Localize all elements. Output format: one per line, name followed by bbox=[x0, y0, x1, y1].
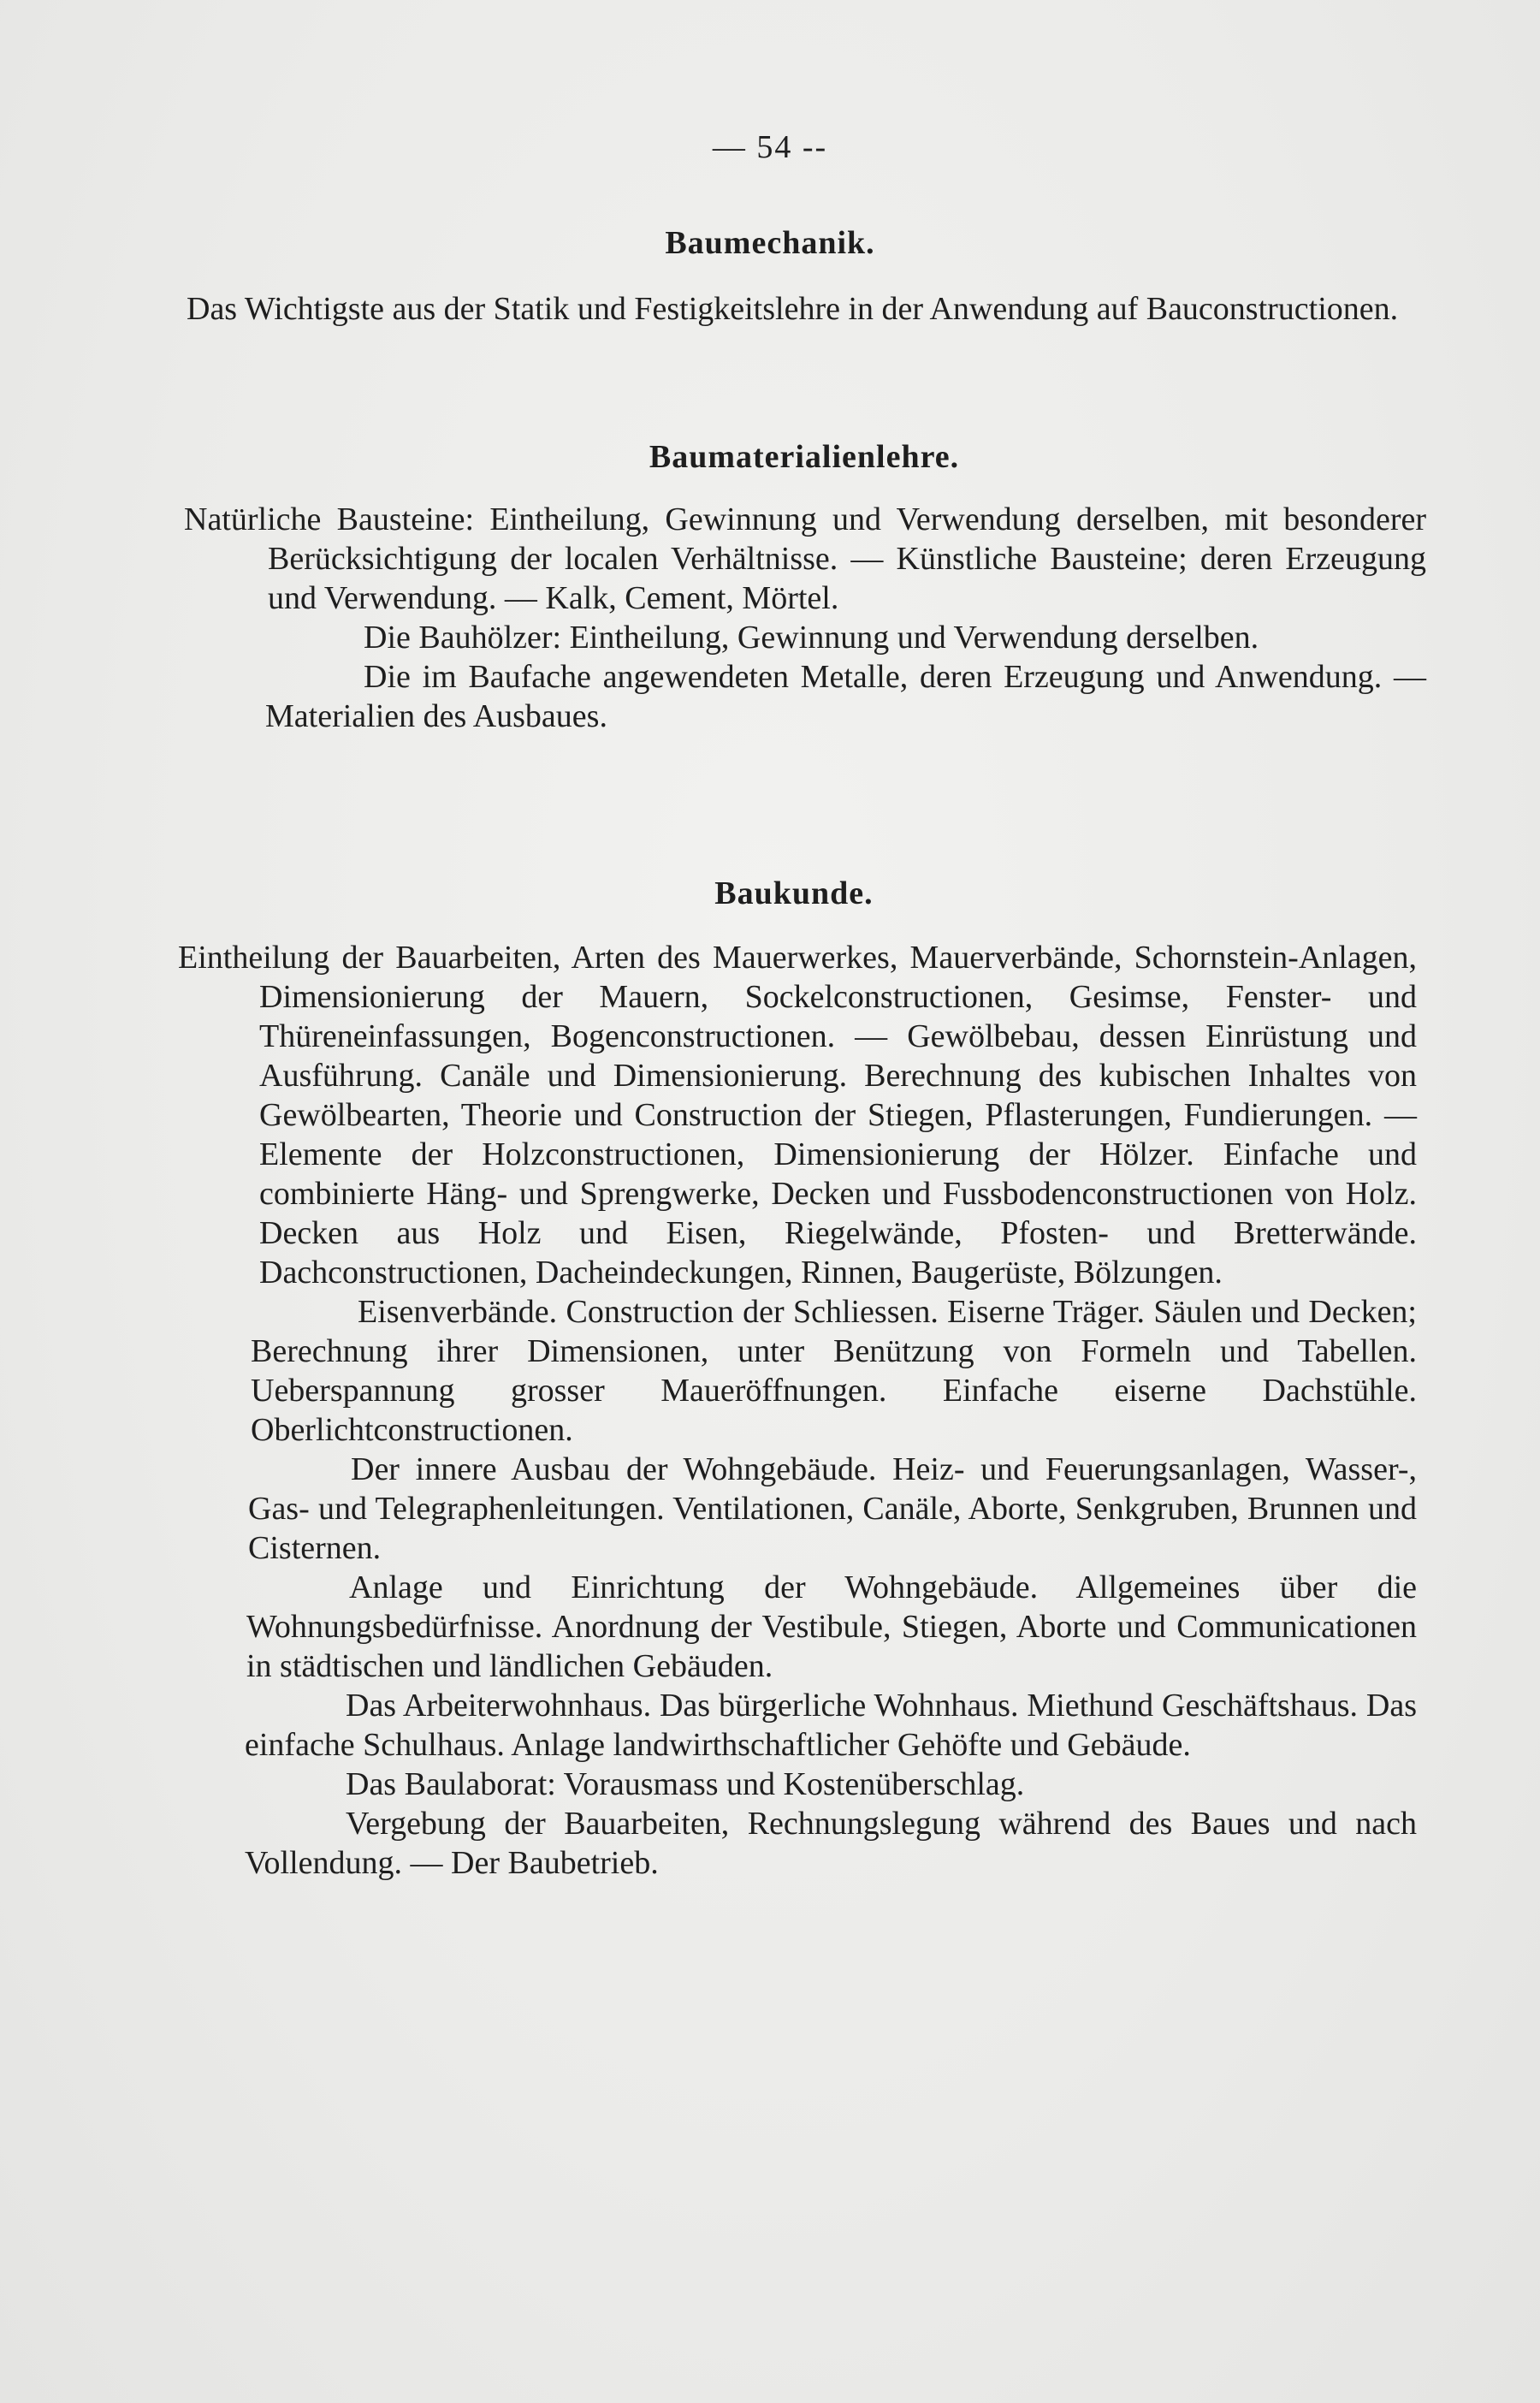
paragraph: Vergebung der Bauarbeiten, Rechnungslegung während des Baues und nach Vollendung. — Der Baubetrieb. bbox=[245, 1806, 1417, 1881]
paragraph: Eintheilung der Bauarbeiten, Arten des Mauerwerkes, Mauerverbände, Schornstein-Anlagen, Dimensionierung der Mauern, Sockelconstructionen, Gesimse, Fenster- und Thüreneinfassungen, Bogenconstructionen. — Gewölbebau, dessen Einrüstung und Ausführung. Canäle und Dimensionierung. Berechnung des kubischen Inhaltes von Gewölbearten, Theorie und Construction der Stiegen, Pflasterungen, Fundierungen. — Elemente der Holzconstructionen, Dimensionierung der Hölzer. Einfache und combinierte Häng- und Sprengwerke, Decken und Fussbodenconstructionen von Holz. Decken aus Holz und Eisen, Riegelwände, Pfosten- und Bretterwände. Dachconstructionen, Dacheindeckungen, Rinnen, Baugerüste, Bölzungen. bbox=[178, 940, 1417, 1290]
paragraph-wrapper bbox=[178, 1292, 1417, 1450]
paragraph: Der innere Ausbau der Wohngebäude. Heiz- und Feuerungsanlagen, Wasser-, Gas- und Telegraphenleitungen. Ventilationen, Canäle, Aborte, Senkgruben, Brunnen und Cisternen. bbox=[248, 1451, 1417, 1566]
section-baukunde bbox=[178, 938, 1417, 1883]
heading-baumechanik: Baumechanik. bbox=[665, 225, 875, 261]
paragraph-wrapper bbox=[178, 1804, 1417, 1883]
heading-baumaterialienlehre: Baumaterialienlehre. bbox=[649, 439, 960, 475]
paragraph: Anlage und Einrichtung der Wohngebäude. Allgemeines über die Wohnungsbedürfnisse. Anordnung der Vestibule, Stiegen, Aborte und Communicationen in städtischen und ländlichen Gebäuden. bbox=[246, 1569, 1417, 1684]
paragraph: Das Arbeiterwohnhaus. Das bürgerliche Wohnhaus. Miethund Geschäftshaus. Das einfache Schulhaus. Anlage landwirthschaftlicher Gehöfte und Gebäude. bbox=[245, 1688, 1417, 1763]
paragraph: Die Bauhölzer: Eintheilung, Gewinnung und Verwendung derselben. bbox=[364, 620, 1259, 656]
paragraph-wrapper bbox=[184, 618, 1426, 657]
page-number: — 54 -- bbox=[712, 129, 828, 165]
paragraph: Die im Baufache angewendeten Metalle, deren Erzeugung und Anwendung. — Materialien des Ausbaues. bbox=[265, 659, 1426, 734]
paragraph-wrapper bbox=[178, 1686, 1417, 1765]
section-baumaterialienlehre bbox=[184, 500, 1426, 736]
paragraph: Eisenverbände. Construction der Schliessen. Eiserne Träger. Säulen und Decken; Berechnung ihrer Dimensionen, unter Benützung von Formeln und Tabellen. Ueberspannung grosser Maueröffnungen. Einfache eiserne Dachstühle. Oberlichtconstructionen. bbox=[251, 1294, 1417, 1448]
paragraph: Natürliche Bausteine: Eintheilung, Gewinnung und Verwendung derselben, mit besonderer Berücksichtigung der localen Verhältnisse. — Künstliche Bausteine; deren Erzeugung und Verwendung. — Kalk, Cement, Mörtel. bbox=[184, 501, 1426, 616]
section-baumechanik bbox=[187, 289, 1427, 329]
paragraph-wrapper bbox=[178, 1568, 1417, 1686]
heading-baukunde: Baukunde. bbox=[714, 875, 874, 911]
paragraph: Das Baulaborat: Vorausmass und Kostenüberschlag. bbox=[346, 1766, 1025, 1802]
paragraph-wrapper bbox=[178, 1450, 1417, 1568]
paragraph-wrapper bbox=[178, 1765, 1417, 1804]
paragraph-wrapper bbox=[184, 657, 1426, 736]
paragraph: Das Wichtigste aus der Statik und Festigkeitslehre in der Anwendung auf Bauconstructionen. bbox=[187, 291, 1399, 327]
